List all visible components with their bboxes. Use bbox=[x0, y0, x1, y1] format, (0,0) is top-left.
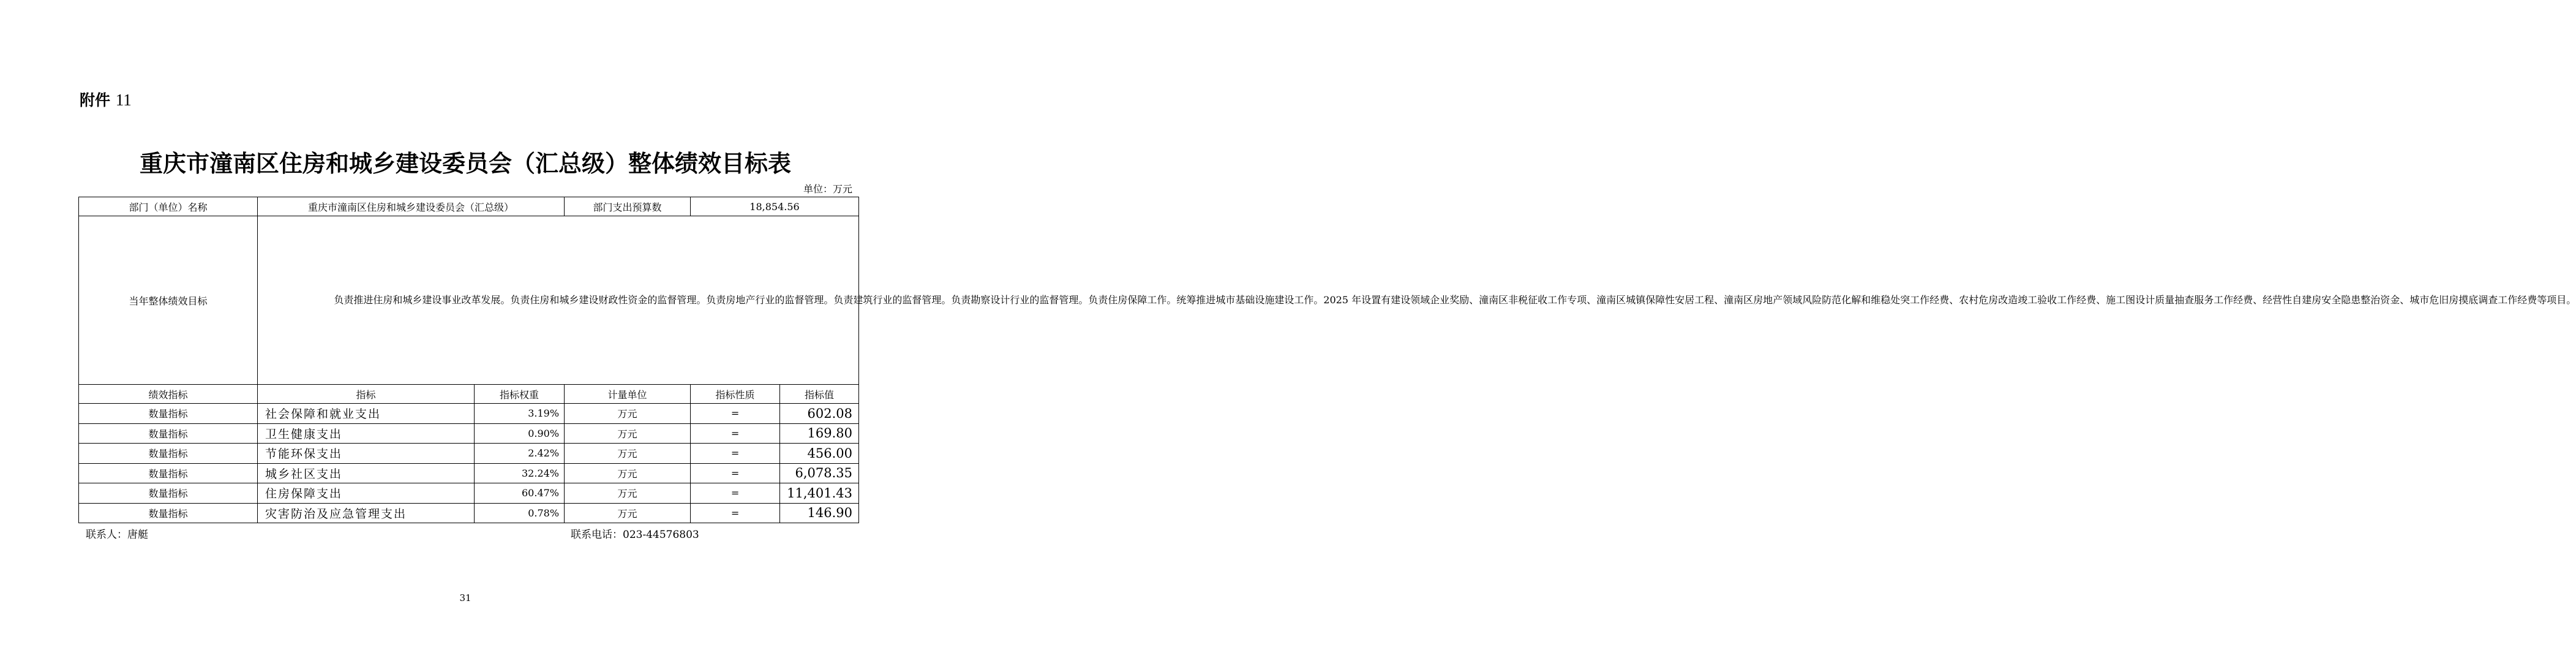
goal-text-cell bbox=[258, 216, 2576, 385]
col-value: 指标值 bbox=[780, 385, 859, 404]
col-nature: 指标性质 bbox=[691, 385, 780, 404]
table-row bbox=[79, 444, 859, 464]
budget-value: 18,854.56 bbox=[691, 197, 859, 216]
budget-label: 部门支出预算数 bbox=[565, 197, 691, 216]
row-weight: 3.19% bbox=[475, 404, 565, 424]
row-indicator: 节能环保支出 bbox=[258, 444, 475, 464]
row-category: 数量指标 bbox=[79, 444, 258, 464]
table-row bbox=[79, 503, 859, 523]
row-value: 11,401.43 bbox=[780, 483, 859, 504]
col-category: 绩效指标 bbox=[79, 385, 258, 404]
attachment-label bbox=[80, 88, 132, 110]
contact-phone: 联系电话：023-44576803 bbox=[571, 529, 699, 541]
row-indicator: 城乡社区支出 bbox=[258, 463, 475, 483]
row-unit: 万元 bbox=[565, 404, 691, 424]
row-nature: = bbox=[691, 404, 780, 424]
dept-name-label: 部门（单位）名称 bbox=[79, 197, 258, 216]
row-category: 数量指标 bbox=[79, 423, 258, 444]
col-weight: 指标权重 bbox=[475, 385, 565, 404]
row-indicator: 灾害防治及应急管理支出 bbox=[258, 503, 475, 523]
row-weight: 32.24% bbox=[475, 463, 565, 483]
unit-label: 单位：万元 bbox=[803, 183, 852, 195]
row-category: 数量指标 bbox=[79, 483, 258, 504]
row-weight: 2.42% bbox=[475, 444, 565, 464]
dept-name-value: 重庆市潼南区住房和城乡建设委员会（汇总级） bbox=[258, 197, 565, 216]
row-indicator: 社会保障和就业支出 bbox=[258, 404, 475, 424]
row-category: 数量指标 bbox=[79, 404, 258, 424]
row-unit: 万元 bbox=[565, 483, 691, 504]
contact-person: 联系人：唐艇 bbox=[86, 529, 148, 541]
col-unit: 计量单位 bbox=[565, 385, 691, 404]
row-unit: 万元 bbox=[565, 423, 691, 444]
row-unit: 万元 bbox=[565, 444, 691, 464]
document-title: 重庆市潼南区住房和城乡建设委员会（汇总级）整体绩效目标表 bbox=[139, 150, 791, 177]
table-row bbox=[79, 483, 859, 504]
goal-label: 当年整体绩效目标 bbox=[79, 216, 258, 385]
row-unit: 万元 bbox=[565, 463, 691, 483]
header-row bbox=[79, 197, 859, 216]
row-indicator: 住房保障支出 bbox=[258, 483, 475, 504]
goal-text: 负责推进住房和城乡建设事业改革发展。负责住房和城乡建设财政性资金的监督管理。负责房地产行业的监督管理。负责建筑行业的监督管理。负责勘察设计行业的监督管理。负责住房保障工作。统筹推进城市基础设施建设工作。2025 年设置有建设领域企业奖励、潼南区非税征收工作专项、潼南区城镇保障性安居工程、潼南区房地产领域风险防范化解和维稳处突工作经费、农村危房改造竣工验收工作经费、施工图设计质量抽查服务工作经费、经营性自建房安全隐患整治资金、城市危旧房摸底调查工作经费等项目。 bbox=[334, 294, 2576, 306]
column-header-row bbox=[79, 385, 859, 404]
row-value: 146.90 bbox=[780, 503, 859, 523]
row-nature: = bbox=[691, 423, 780, 444]
row-category: 数量指标 bbox=[79, 503, 258, 523]
goal-row bbox=[79, 216, 859, 385]
col-indicator: 指标 bbox=[258, 385, 475, 404]
row-nature: = bbox=[691, 483, 780, 504]
attachment-text: 附件 bbox=[80, 91, 111, 109]
row-nature: = bbox=[691, 463, 780, 483]
attachment-number: 11 bbox=[115, 91, 132, 109]
row-nature: = bbox=[691, 444, 780, 464]
row-weight: 60.47% bbox=[475, 483, 565, 504]
row-unit: 万元 bbox=[565, 503, 691, 523]
table-row bbox=[79, 423, 859, 444]
row-value: 6,078.35 bbox=[780, 463, 859, 483]
row-value: 602.08 bbox=[780, 404, 859, 424]
performance-table bbox=[78, 197, 2576, 523]
row-indicator: 卫生健康支出 bbox=[258, 423, 475, 444]
page-number: 31 bbox=[459, 592, 471, 603]
row-weight: 0.90% bbox=[475, 423, 565, 444]
table-row bbox=[79, 404, 859, 424]
row-nature: = bbox=[691, 503, 780, 523]
row-value: 456.00 bbox=[780, 444, 859, 464]
row-value: 169.80 bbox=[780, 423, 859, 444]
row-weight: 0.78% bbox=[475, 503, 565, 523]
row-category: 数量指标 bbox=[79, 463, 258, 483]
table-row bbox=[79, 463, 859, 483]
